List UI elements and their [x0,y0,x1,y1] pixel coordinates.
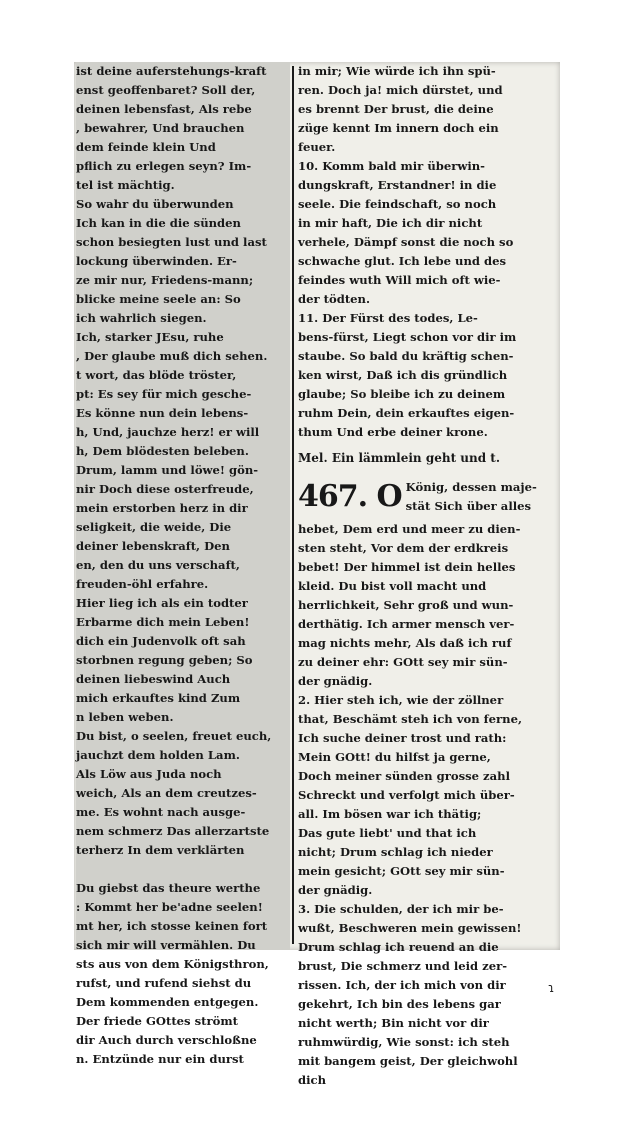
text-line: nem schmerz Das allerzartste [76,824,270,838]
text-line: seligkeit, die weide, Die [76,520,232,534]
text-line: h, Und, jauchze herz! er will [76,425,260,439]
text-line: enst geoffenbaret? Soll der, [76,83,256,97]
text-line: ich wahrlich siegen. [76,311,207,325]
melody-line: Mel. Ein lämmlein geht und t. [298,451,501,465]
text-line: ist deine auferstehungs-kraft [76,64,267,78]
hymn-opening [298,474,560,520]
text-line: Dem kommenden entgegen. [76,995,259,1009]
right-column-lower-text [298,520,560,1090]
text-line: Drum schlag ich reuend an die [298,940,499,954]
text-line: Ich kan in die die sünden [76,216,241,230]
text-line: weich, Als an dem creutzes- [76,786,257,800]
text-line: staube. So bald du kräftig schen- [298,349,514,363]
text-line: Ich, starker JEsu, ruhe [76,330,224,344]
text-line: Schreckt und verfolgt mich über- [298,788,515,802]
text-line: sten steht, Vor dem der erdkreis [298,541,509,555]
text-line [76,860,290,879]
text-line: me. Es wohnt nach ausge- [76,805,246,819]
text-line: Mein GOtt! du hilfst ja gerne, [298,750,491,764]
text-line: brust, Die schmerz und leid zer- [298,959,508,973]
margin-mark: ɿ [548,981,555,995]
text-line: herrlichkeit, Sehr groß und wun- [298,598,514,612]
text-line: 2. Hier steh ich, wie der zöllner [298,693,504,707]
text-line: schon besiegten lust und last [76,235,267,249]
text-line: t wort, das blöde tröster, [76,368,237,382]
text-line: wußt, Beschweren mein gewissen! [298,921,522,935]
text-line: kleid. Du bist voll macht und [298,579,487,593]
text-line: deinen liebeswind Auch [76,672,231,686]
text-line: Du giebst das theure werthe [76,881,261,895]
text-line: 3. Die schulden, der ich mir be- [298,902,504,916]
text-line: blicke meine seele an: So [76,292,241,306]
text-line: feuer. [298,140,336,154]
text-line: mt her, ich stosse keinen fort [76,919,268,933]
text-line: glaube; So bleibe ich zu deinem [298,387,506,401]
text-line: schwache glut. Ich lebe und des [298,254,507,268]
text-line: Du bist, o seelen, freuet euch, [76,729,272,743]
text-line: rissen. Ich, der ich mich von dir [298,978,506,992]
text-line: in mir haft, Die ich dir nicht [298,216,483,230]
text-line: n leben weben. [76,710,174,724]
text-line: tel ist mächtig. [76,178,175,192]
text-line: ruhmwürdig, Wie sonst: ich steh [298,1035,510,1049]
text-line: nicht; Drum schlag ich nieder [298,845,493,859]
text-line: Das gute liebt' und that ich [298,826,477,840]
text-line: mein gesicht; GOtt sey mir sün- [298,864,505,878]
text-line: Drum, lamm und löwe! gön- [76,463,259,477]
text-line: 10. Komm bald mir überwin- [298,159,485,173]
text-line: ren. Doch ja! mich dürstet, und [298,83,503,97]
text-line: seele. Die feindschaft, so noch [298,197,497,211]
text-line: Ich suche deiner trost und rath: [298,731,507,745]
text-line: hebet, Dem erd und meer zu dien- [298,522,521,536]
text-line: pflich zu erlegen seyn? Im- [76,159,252,173]
text-line: ze mir nur, Friedens-mann; [76,273,254,287]
text-line: thum Und erbe deiner krone. [298,425,488,439]
text-line: dich [298,1073,326,1087]
text-line: en, den du uns verschaft, [76,558,240,572]
text-line: der gnädig. [298,883,373,897]
text-line: Der friede GOttes strömt [76,1014,238,1028]
text-line: Als Löw aus Juda noch [76,767,222,781]
text-line: all. Im bösen war ich thätig; [298,807,482,821]
text-line: dem feinde klein Und [76,140,216,154]
text-line: zu deiner ehr: GOtt sey mir sün- [298,655,508,669]
text-line: lockung überwinden. Er- [76,254,237,268]
text-line: ken wirst, Daß ich dis gründlich [298,368,508,382]
hymn-opening-line: König, dessen maje- [405,480,537,494]
text-line: es brennt Der brust, die deine [298,102,494,116]
hymn-number: 467. O [298,479,402,514]
text-line: : Kommt her be'adne seelen! [76,900,263,914]
text-line: terherz In dem verklärten [76,843,245,857]
text-line: pt: Es sey für mich gesche- [76,387,252,401]
text-line: Erbarme dich mein Leben! [76,615,250,629]
text-line: mit bangem geist, Der gleichwohl [298,1054,518,1068]
text-line: dungskraft, Erstandner! in die [298,178,497,192]
text-line: jauchzt dem holden Lam. [76,748,240,762]
text-line: , Der glaube muß dich sehen. [76,349,268,363]
text-line: verhele, Dämpf sonst die noch so [298,235,514,249]
text-line: storbnen regung geben; So [76,653,253,667]
text-line: deiner lebenskraft, Den [76,539,230,553]
text-line: deinen lebensfast, Als rebe [76,102,252,116]
text-line: rufst, und rufend siehst du [76,976,252,990]
text-line: freuden-öhl erfahre. [76,577,209,591]
text-line: züge kennt Im innern doch ein [298,121,499,135]
text-line: bebet! Der himmel ist dein helles [298,560,516,574]
text-line: , bewahrer, Und brauchen [76,121,245,135]
text-line: nicht werth; Bin nicht vor dir [298,1016,489,1030]
scanned-book-page [74,62,560,1087]
text-line: n. Entzünde nur ein durst [76,1052,244,1066]
text-line: So wahr du überwunden [76,197,234,211]
hymn-opening-line: stät Sich über alles [405,499,532,513]
right-column [296,62,560,1087]
text-line: Es könne nun dein lebens- [76,406,249,420]
text-line: Hier lieg ich als ein todter [76,596,248,610]
text-line: dich ein Judenvolk oft sah [76,634,246,648]
text-line: mich erkauftes kind Zum [76,691,241,705]
text-line: nir Doch diese osterfreude, [76,482,254,496]
text-line: sich mir will vermählen. Du [76,938,256,952]
text-line: that, Beschämt steh ich von ferne, [298,712,522,726]
right-column-upper-text [298,62,560,442]
text-line: feindes wuth Will mich oft wie- [298,273,501,287]
text-line: in mir; Wie würde ich ihn spü- [298,64,496,78]
text-line: h, Dem blödesten beleben. [76,444,249,458]
hymn-opening-lines [406,478,537,516]
text-line: ruhm Dein, dein erkauftes eigen- [298,406,515,420]
text-line: der gnädig. [298,674,373,688]
text-line: Doch meiner sünden grosse zahl [298,769,510,783]
text-line: 11. Der Fürst des todes, Le- [298,311,478,325]
text-line: sts aus von dem Königsthron, [76,957,269,971]
text-line: bens-fürst, Liegt schon vor dir im [298,330,517,344]
text-line: dir Auch durch verschloßne [76,1033,257,1047]
text-line: gekehrt, Ich bin des lebens gar [298,997,501,1011]
text-line: mein erstorben herz in dir [76,501,248,515]
column-divider-rule [292,66,294,944]
left-column [76,62,290,1066]
text-line: der tödten. [298,292,371,306]
text-line: mag nichts mehr, Als daß ich ruf [298,636,512,650]
text-line: derthätig. Ich armer mensch ver- [298,617,515,631]
